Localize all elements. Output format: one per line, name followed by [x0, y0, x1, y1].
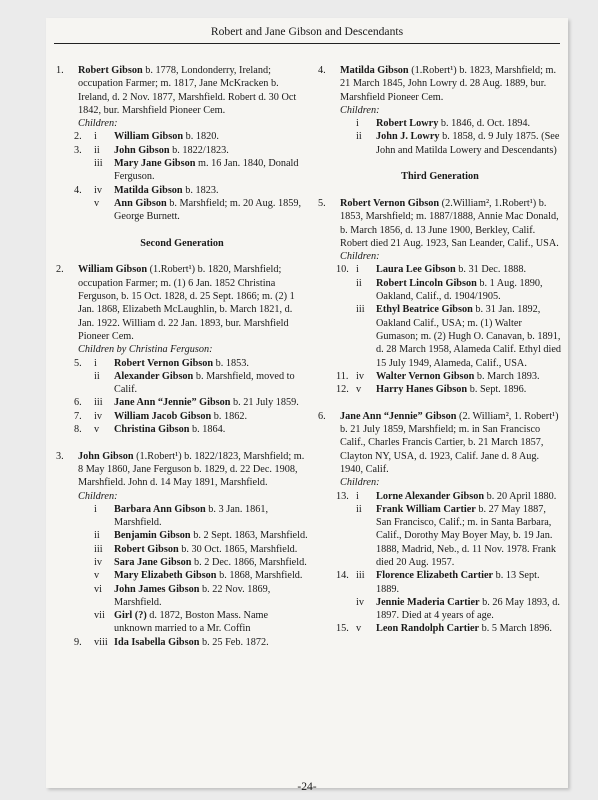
child-entry — [318, 303, 562, 369]
child-number: 12. — [336, 384, 349, 396]
children-label: Children: — [340, 251, 380, 263]
spacer — [318, 396, 562, 409]
child-roman-numeral: vi — [94, 583, 102, 595]
child-entry — [318, 130, 562, 157]
child-roman-numeral: v — [94, 197, 100, 209]
child-roman-numeral: iv — [356, 596, 364, 608]
family-entry — [56, 64, 308, 117]
child-entry — [318, 263, 562, 276]
person-name: Matilda Gibson — [340, 65, 409, 76]
child-entry — [318, 383, 562, 396]
child-roman-numeral: ii — [94, 144, 100, 156]
child-name: Jennie Maderia Cartier — [376, 596, 480, 608]
entry-number: 5. — [318, 197, 326, 209]
child-details: b. 1822/1823. — [169, 144, 229, 156]
child-name: Lorne Alexander Gibson — [376, 490, 485, 502]
child-name: Robert Lowry — [376, 118, 439, 130]
generation-heading: Third Generation — [401, 171, 479, 183]
child-details: b. Marshfield, moved to Calif. — [114, 370, 295, 396]
children-label: Children: — [340, 477, 380, 489]
child-roman-numeral: ii — [356, 131, 362, 143]
child-roman-numeral: v — [94, 424, 100, 436]
child-number: 3. — [74, 144, 82, 156]
entry-details: b. 1778, Londonderry, Ireland; occupation Farmer; m. 1817, Jane McKracken b. Ireland, d. 2 Nov. 1877, Marshfield. Robert d. 30 Oct 1842, bur. Marshfield Pioneer Cem. — [78, 65, 297, 116]
child-name: Leon Randolph Cartier — [376, 623, 480, 635]
child-details: b. 27 May 1887, San Francisco, Calif.; m. in Santa Barbara, Calif., Dorothy May Boyer May, b. 19 Jan. 1888, Madrid, Neb., d. 11 Nov. 1978. Frank died 20 Aug. 1957. — [376, 503, 557, 568]
child-name: John James Gibson — [114, 583, 200, 595]
family-entry — [56, 263, 308, 343]
child-entry — [318, 569, 562, 596]
child-name: Barbara Ann Gibson — [114, 503, 206, 515]
child-number: 6. — [74, 397, 82, 409]
child-entry — [56, 197, 308, 224]
child-details: b. 21 July 1859. — [230, 397, 299, 409]
child-name: Ann Gibson — [114, 197, 167, 209]
children-label: Children: — [78, 118, 118, 130]
child-roman-numeral: iii — [356, 304, 365, 316]
children-label: Children: — [78, 490, 118, 502]
child-entry — [318, 596, 562, 623]
document-page — [46, 18, 568, 793]
child-details: b. Marshfield; m. 20 Aug. 1859, George Burnett. — [114, 197, 302, 223]
child-name: Robert Lincoln Gibson — [376, 277, 477, 289]
child-roman-numeral: i — [356, 264, 359, 276]
child-details: b. 2 Dec. 1866, Marshfield. — [191, 556, 307, 568]
child-number: 9. — [74, 636, 82, 648]
child-entry — [56, 423, 308, 436]
child-entry — [56, 130, 308, 143]
child-name: Florence Elizabeth Cartier — [376, 570, 494, 582]
child-roman-numeral: i — [356, 118, 359, 130]
page-number: -24- — [297, 780, 317, 793]
child-entry — [56, 583, 308, 610]
child-entry — [56, 556, 308, 569]
spacer — [56, 250, 308, 263]
child-number: 7. — [74, 410, 82, 422]
child-entry — [56, 370, 308, 397]
child-entry — [318, 503, 562, 569]
child-roman-numeral: iii — [94, 397, 103, 409]
child-number: 8. — [74, 424, 82, 436]
entry-details: (1.Robert¹) b. 1823, Marshfield; m. 21 March 1845, John Lowry d. 28 Aug. 1889, bur. Marshfield Pioneer Cem. — [340, 65, 557, 103]
generation-heading: Second Generation — [140, 237, 224, 249]
child-name: Benjamin Gibson — [114, 530, 191, 542]
child-entry — [56, 184, 308, 197]
child-roman-numeral: v — [94, 570, 100, 582]
child-name: Alexander Gibson — [114, 370, 194, 382]
child-roman-numeral: iii — [94, 543, 103, 555]
child-entry — [56, 503, 308, 530]
child-entry — [56, 357, 308, 370]
entry-details: (1.Robert¹) b. 1822/1823, Marshfield; m. 8 May 1860, Jane Ferguson b. 1829, d. 22 Dec. 1908, Marshfield. John d. 14 May 1891, Marshfield. — [78, 450, 305, 489]
child-roman-numeral: iv — [94, 556, 102, 568]
child-name: Mary Elizabeth Gibson — [114, 570, 217, 582]
child-number: 15. — [336, 623, 349, 635]
child-name: Ethyl Beatrice Gibson — [376, 304, 473, 316]
person-name: John Gibson — [78, 450, 134, 462]
child-details: b. 30 Oct. 1865, Marshfield. — [178, 543, 298, 555]
child-details: b. 3 Jan. 1861, Marshfield. — [114, 503, 269, 529]
child-roman-numeral: v — [356, 623, 362, 635]
child-roman-numeral: ii — [94, 370, 100, 382]
child-details: b. 1864. — [189, 424, 226, 436]
child-details: b. Sept. 1896. — [467, 384, 527, 396]
child-name: William Jacob Gibson — [114, 410, 212, 422]
child-details: b. 20 April 1880. — [484, 490, 557, 502]
child-name: John Gibson — [114, 144, 170, 156]
child-entry — [56, 410, 308, 423]
child-details: b. 2 Sept. 1863, Marshfield. — [190, 530, 308, 542]
child-number: 5. — [74, 357, 82, 369]
child-entry — [56, 543, 308, 556]
entry-number: 1. — [56, 65, 64, 76]
spacer — [56, 436, 308, 449]
left-column — [56, 64, 308, 649]
child-roman-numeral: iii — [94, 158, 103, 170]
child-roman-numeral: iii — [356, 570, 365, 582]
entry-details: (2.William², 1.Robert¹) b. 1853, Marshfield; m. 1887/1888, Annie Mac Donald, b. March 1856, d. 13 June 1900, Berkley, Calif. Robert died 21 Aug. 1923, San Leander, Calif., USA. — [340, 197, 559, 249]
child-roman-numeral: iv — [94, 184, 102, 196]
child-name: Robert Gibson — [114, 543, 179, 555]
children-label: Children by Christina Ferguson: — [78, 344, 213, 356]
person-name: Robert Vernon Gibson — [340, 197, 440, 209]
child-details: b. 1868, Marshfield. — [216, 570, 303, 582]
child-entry — [56, 636, 308, 649]
running-header: Robert and Jane Gibson and Descendants — [210, 25, 404, 38]
child-roman-numeral: i — [94, 357, 97, 369]
child-entry — [56, 569, 308, 582]
entry-number: 4. — [318, 65, 326, 76]
child-roman-numeral: vii — [94, 610, 105, 622]
child-roman-numeral: ii — [94, 530, 100, 542]
person-name: Robert Gibson — [78, 65, 143, 76]
child-details: b. 1853. — [213, 357, 249, 369]
child-name: Girl (?) — [114, 610, 147, 622]
child-details: b. 1823. — [182, 184, 219, 196]
entry-number: 6. — [318, 410, 326, 422]
person-name: Jane Ann “Jennie” Gibson — [340, 410, 457, 422]
spacer — [318, 184, 562, 197]
child-details: b. 26 May 1893, d. 1897. Died at 4 years of age. — [376, 596, 560, 622]
child-name: Ida Isabella Gibson — [114, 636, 200, 648]
right-column — [318, 64, 562, 636]
child-details: b. 1 Aug. 1890, Oakland, Calif., d. 1904/1905. — [376, 277, 543, 303]
child-entry — [318, 622, 562, 635]
spacer — [56, 224, 308, 237]
child-roman-numeral: v — [356, 384, 362, 396]
child-entry — [56, 144, 308, 157]
child-entry — [56, 529, 308, 542]
child-name: Frank William Cartier — [376, 503, 476, 515]
child-entry — [318, 277, 562, 304]
child-details: m. 16 Jan. 1840, Donald Ferguson. — [114, 158, 299, 183]
child-entry — [56, 157, 308, 184]
child-name: Christina Gibson — [114, 424, 190, 436]
child-name: Walter Vernon Gibson — [376, 370, 475, 382]
child-details: b. 31 Dec. 1888. — [455, 264, 527, 276]
family-entry — [318, 64, 562, 104]
child-name: John J. Lowry — [376, 131, 440, 143]
entry-details: (1.Robert¹) b. 1820, Marshfield; occupation Farmer; m. (1) 6 Jan. 1852 Christina Ferguson, b. 15 Oct. 1828, d. 25 Sept. 1866; m. (2) 1 Jan. 1868, Elizabeth McLaughlin, b. March 1821, d. Jan. 1922. William d. 22 Jan. 1893, bur. Marshfield Pioneer Cem. — [78, 264, 295, 342]
entry-number: 2. — [56, 264, 64, 276]
child-details: b. 5 March 1896. — [479, 623, 552, 635]
child-details: b. 13 Sept. 1889. — [376, 570, 540, 595]
entry-details: (2. William², 1. Robert¹) b. 21 July 1859, Marshfield; m. in San Francisco Calif., Charles Francis Cartier, b. 21 March 1857, Clayton NY, USA, d. 1923, Calif. Jane d. 8 Aug. 1940, Calif. — [340, 410, 559, 475]
child-details: b. 22 Nov. 1869, Marshfield. — [114, 583, 271, 608]
child-entry — [318, 117, 562, 130]
child-roman-numeral: i — [356, 490, 359, 502]
child-roman-numeral: viii — [94, 636, 108, 648]
child-name: Jane Ann “Jennie” Gibson — [114, 397, 231, 409]
child-name: Robert Vernon Gibson — [114, 357, 214, 369]
child-number: 14. — [336, 570, 349, 582]
family-entry — [56, 450, 308, 490]
family-entry — [318, 410, 562, 476]
child-details: b. 1858, d. 9 July 1875. (See John and Matilda Lowery and Descendants) — [376, 131, 560, 156]
child-name: Sara Jane Gibson — [114, 556, 192, 568]
child-number: 13. — [336, 490, 349, 502]
child-details: b. March 1893. — [474, 370, 540, 382]
child-roman-numeral: iv — [94, 410, 102, 422]
child-details: b. 1862. — [211, 410, 248, 422]
child-name: Matilda Gibson — [114, 184, 183, 196]
child-entry — [318, 370, 562, 383]
spacer — [318, 157, 562, 170]
child-details: d. 1872, Boston Mass. Name unknown married to a Mr. Coffin — [114, 610, 269, 635]
family-entry — [318, 197, 562, 250]
entry-number: 3. — [56, 450, 64, 462]
child-roman-numeral: i — [94, 503, 97, 515]
child-entry — [56, 396, 308, 409]
child-details: b. 1846, d. Oct. 1894. — [438, 118, 531, 130]
child-roman-numeral: ii — [356, 277, 362, 289]
child-roman-numeral: ii — [356, 503, 362, 515]
child-name: Laura Lee Gibson — [376, 264, 456, 276]
child-entry — [318, 490, 562, 503]
children-label: Children: — [340, 104, 380, 116]
child-number: 10. — [336, 264, 349, 276]
header-rule — [54, 43, 560, 44]
child-number: 11. — [336, 370, 349, 382]
child-roman-numeral: iv — [356, 370, 364, 382]
child-number: 4. — [74, 184, 82, 196]
child-details: b. 1820. — [183, 131, 219, 143]
child-entry — [56, 609, 308, 636]
child-details: b. 31 Jan. 1892, Oakland Calif., USA; m. (1) Walter Gumason; m. (2) Hugh O. Canavan, b. 1891, d. 28 March 1958, Alameda Calif. Ethyl died 15 July 1949, Alameda, Calif., USA. — [376, 304, 562, 369]
child-name: Mary Jane Gibson — [114, 158, 196, 170]
child-name: William Gibson — [114, 131, 184, 143]
child-roman-numeral: i — [94, 131, 97, 143]
person-name: William Gibson — [78, 264, 148, 276]
child-name: Harry Hanes Gibson — [376, 384, 468, 396]
child-number: 2. — [74, 131, 82, 143]
child-details: b. 25 Feb. 1872. — [199, 636, 269, 648]
